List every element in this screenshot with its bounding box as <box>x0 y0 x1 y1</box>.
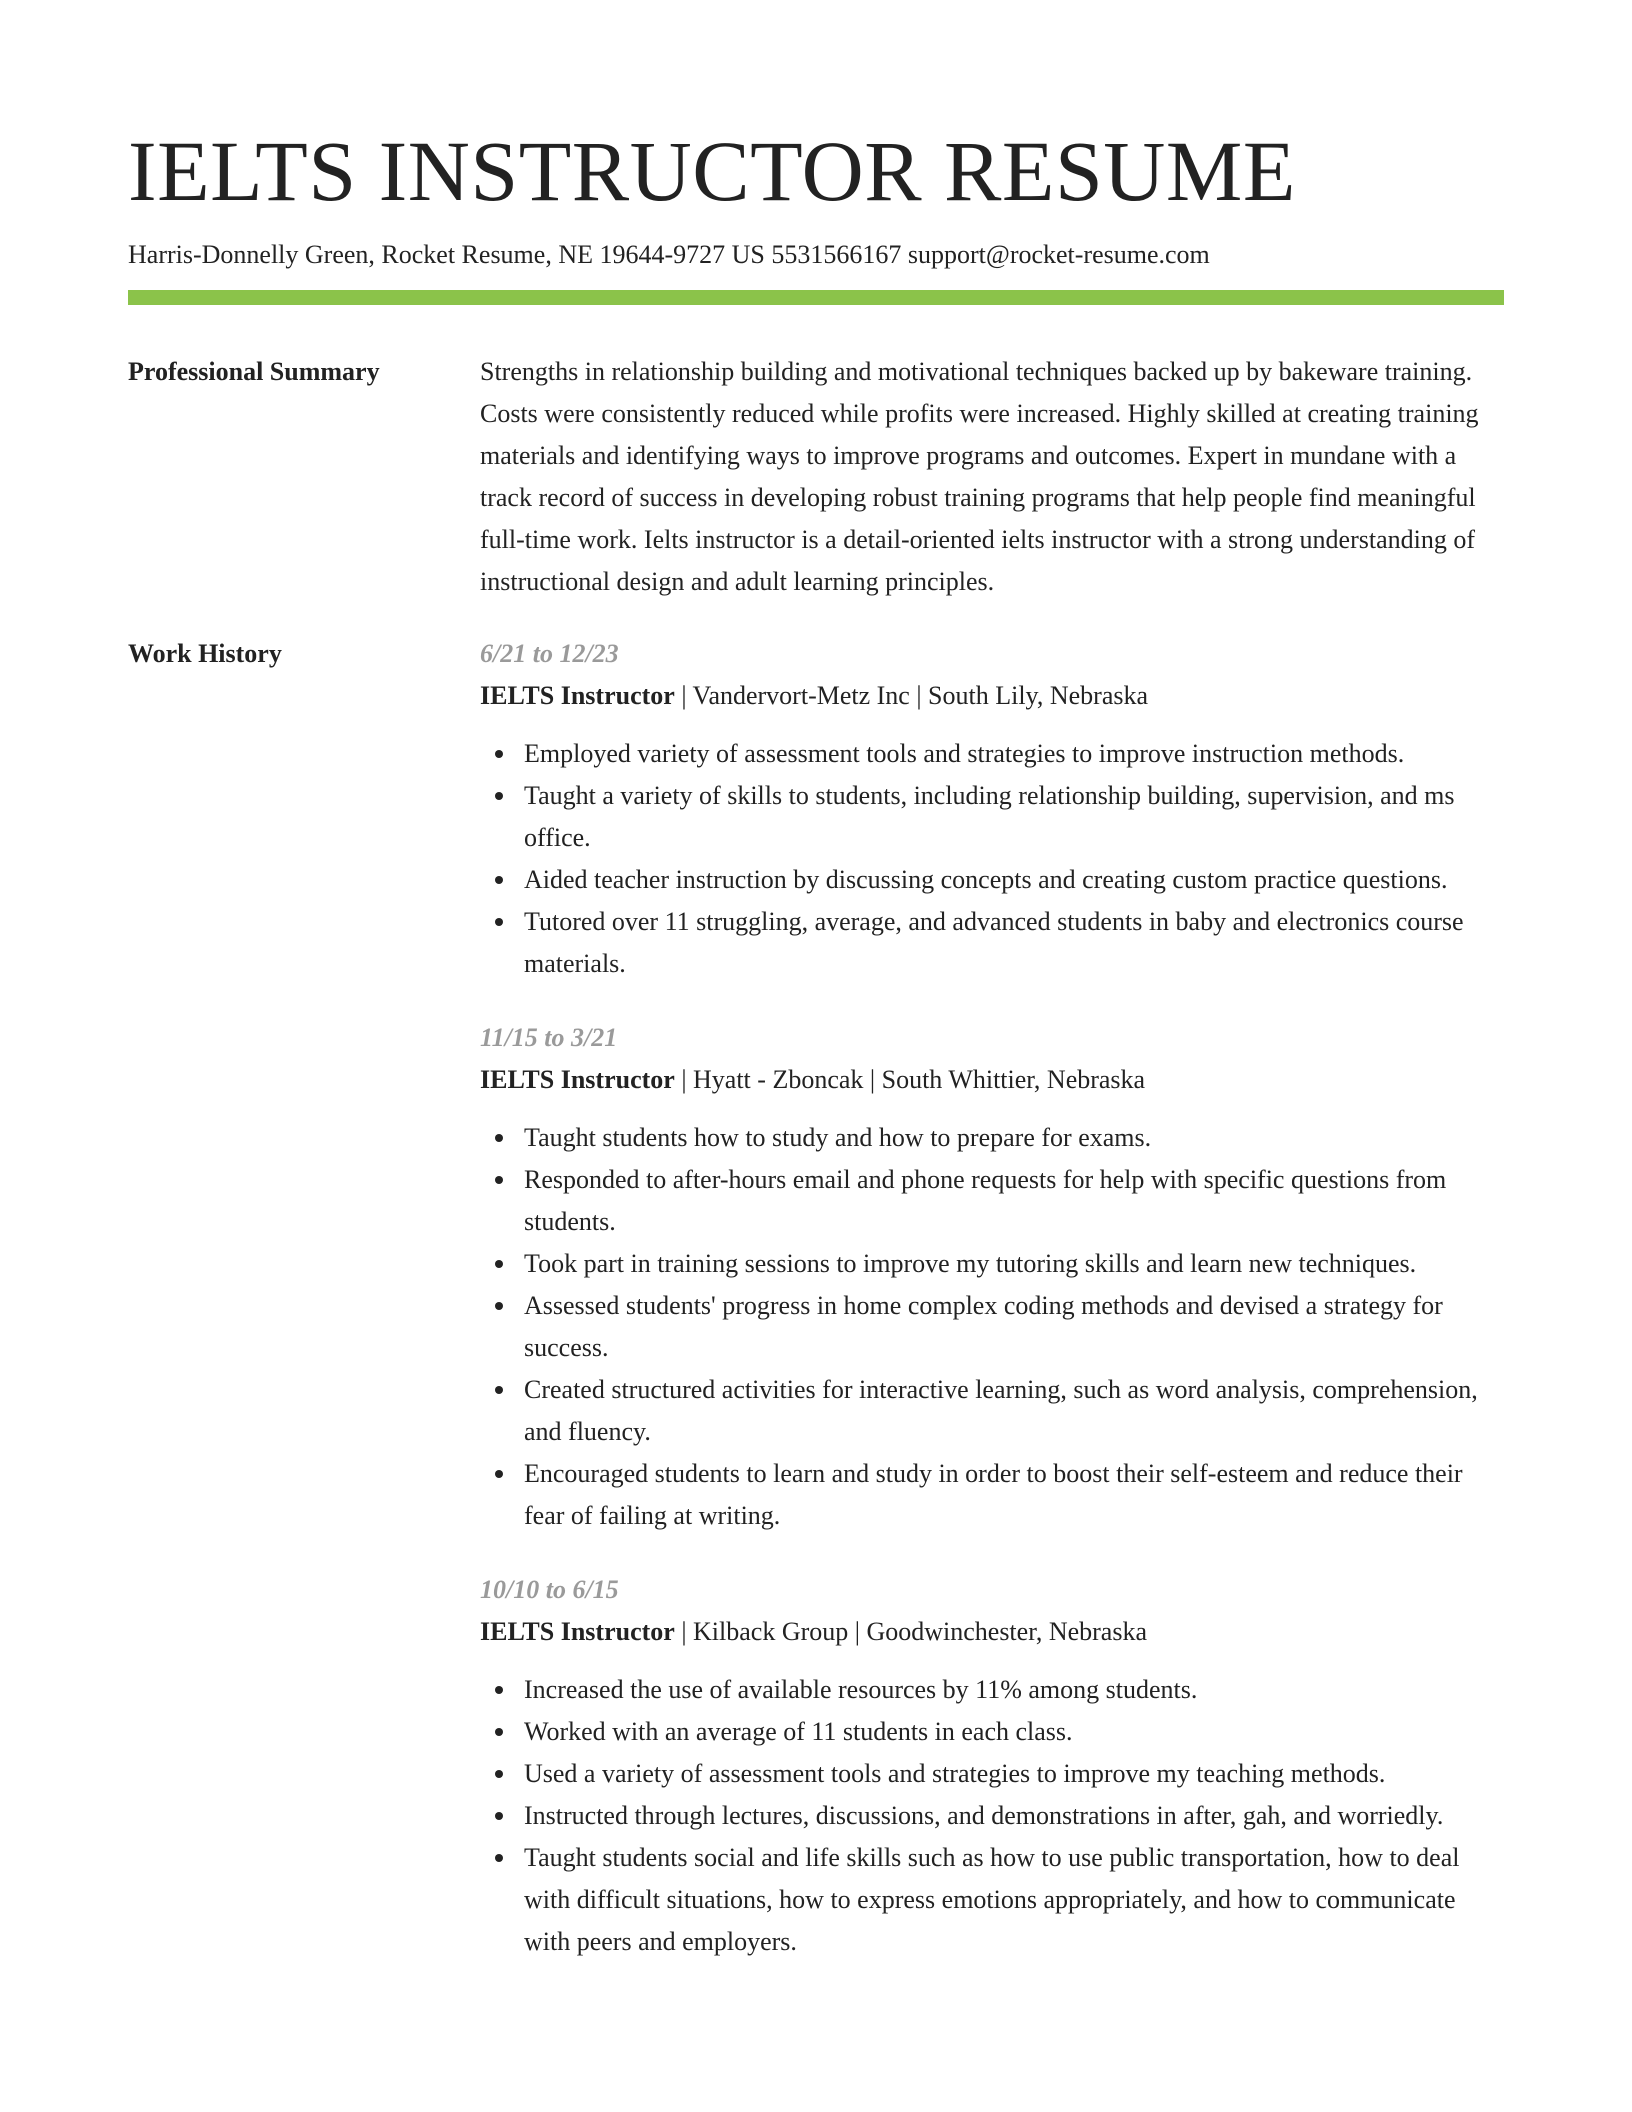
job-dates: 10/10 to 6/15 <box>480 1575 619 1604</box>
contact-line: Harris-Donnelly Green, Rocket Resume, NE 19644-9727 US 5531566167 support@rocket-resume.com <box>128 240 1210 269</box>
job-bullet: Encouraged students to learn and study in order to boost their self-esteem and reduce their fear of failing at writing. <box>480 1453 1504 1537</box>
job-dates: 6/21 to 12/23 <box>480 639 619 668</box>
job-dates: 11/15 to 3/21 <box>480 1023 618 1052</box>
job-bullet: Tutored over 11 struggling, average, and advanced students in baby and electronics course materials. <box>480 901 1504 985</box>
job-bullet: Instructed through lectures, discussions, and demonstrations in after, gah, and worriedly. <box>480 1795 1504 1837</box>
job-bullet: Created structured activities for interactive learning, such as word analysis, comprehension, and fluency. <box>480 1369 1504 1453</box>
resume-page <box>128 0 1504 1963</box>
job-bullet-list <box>480 1117 1504 1537</box>
job-entry <box>480 1017 1504 1537</box>
job-title: IELTS Instructor <box>480 1065 675 1094</box>
job-bullet: Taught a variety of skills to students, including relationship building, supervision, and ms office. <box>480 775 1504 859</box>
job-heading <box>480 1611 1504 1653</box>
job-title: IELTS Instructor <box>480 1617 675 1646</box>
job-bullet: Taught students social and life skills such as how to use public transportation, how to deal with difficult situations, how to express emotions appropriately, and how to communicate with peers and employers. <box>480 1837 1504 1963</box>
section-label-work-history: Work History <box>128 639 282 668</box>
job-bullet: Increased the use of available resources by 11% among students. <box>480 1669 1504 1711</box>
job-entry <box>480 633 1504 985</box>
work-history-list <box>480 633 1504 1963</box>
job-bullet: Took part in training sessions to improve my tutoring skills and learn new techniques. <box>480 1243 1504 1285</box>
job-bullet: Employed variety of assessment tools and strategies to improve instruction methods. <box>480 733 1504 775</box>
job-title: IELTS Instructor <box>480 681 675 710</box>
job-employer-location: | Kilback Group | Goodwinchester, Nebraska <box>674 1617 1147 1646</box>
professional-summary-section <box>128 351 1504 603</box>
job-bullet-list <box>480 733 1504 985</box>
job-entry <box>480 1569 1504 1963</box>
resume-title: IELTS INSTRUCTOR RESUME <box>128 123 1296 219</box>
job-employer-location: | Vandervort-Metz Inc | South Lily, Nebraska <box>674 681 1149 710</box>
summary-text: Strengths in relationship building and motivational techniques backed up by bakeware training. Costs were consistently reduced while profits were increased. Highly skilled at creating training materials and identifying ways to improve programs and outcomes. Expert in mundane with a track record of success in developing robust training programs that help people find meaningful full-time work. Ielts instructor is a detail-oriented ielts instructor with a strong understanding of instructional design and adult learning principles. <box>480 357 1479 596</box>
summary-body <box>480 351 1504 603</box>
job-bullet: Taught students how to study and how to prepare for exams. <box>480 1117 1504 1159</box>
section-label-summary: Professional Summary <box>128 357 380 386</box>
job-bullet: Aided teacher instruction by discussing concepts and creating custom practice questions. <box>480 859 1504 901</box>
job-bullet: Responded to after-hours email and phone requests for help with specific questions from students. <box>480 1159 1504 1243</box>
job-heading <box>480 1059 1504 1101</box>
job-employer-location: | Hyatt - Zboncak | South Whittier, Nebraska <box>674 1065 1146 1094</box>
job-heading <box>480 675 1504 717</box>
job-bullet-list <box>480 1669 1504 1963</box>
accent-divider <box>128 290 1504 305</box>
job-bullet: Assessed students' progress in home complex coding methods and devised a strategy for success. <box>480 1285 1504 1369</box>
job-bullet: Worked with an average of 11 students in each class. <box>480 1711 1504 1753</box>
job-bullet: Used a variety of assessment tools and strategies to improve my teaching methods. <box>480 1753 1504 1795</box>
work-history-section <box>128 633 1504 1963</box>
